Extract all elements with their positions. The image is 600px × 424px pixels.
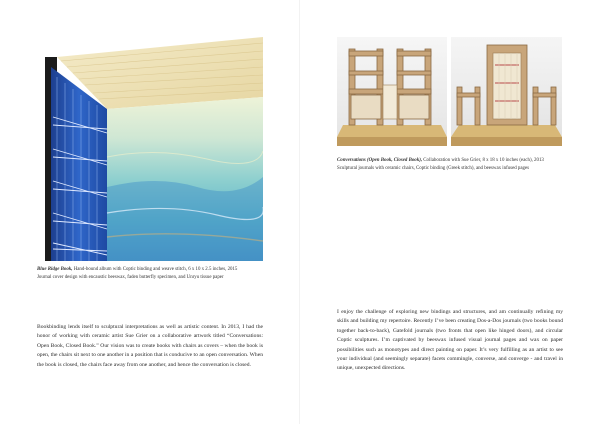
conversations-caption-title: Conversations (Open Book, Closed Book), xyxy=(337,158,423,163)
left-body-paragraph: Bookbinding lends itself to sculptural interpretations as well as artistic content. In 2013, I had the honor of working with ceramic artist Sue Grier on a collaborative artwork titled “Conversations: Open Book, Closed Book.” Our vision was to create books with chairs as covers – when the book is open, the chairs sit next to one another in a position that is conducive to an open conversation. When the book is closed, the chairs face away from one another, and hence the conversation is closed. xyxy=(37,324,263,368)
blue-ridge-caption-line1: Hand-bound album with Coptic binding and weave stitch, 6 x 10 x 2.5 inches, 2015 xyxy=(72,267,238,272)
conversations-closed-book-photo xyxy=(451,37,562,146)
right-body-paragraph: I enjoy the challenge of exploring new bindings and structures, and am continually refining my skills and building my repertoire. Recently I’ve been creating Dos-a-Dos journals (two books bound together back-to-back), Gatefold journals (two fronts that open like hinged doors), and circular Coptic sculptures. I’m captivated by beeswax infused visual journal pages and wax on paper possibilities such as monotypes and direct painting on paper. It’s very fulfilling as an artist to see your individual (and seemingly separate) facets commingle, converse, and converge - and travel in unique, unexpected directions. xyxy=(337,309,563,372)
blue-ridge-caption-line2: Journal cover design with encaustic beeswax, faden butterfly specimen, and Unryu tissue paper xyxy=(37,274,224,280)
right-page xyxy=(300,0,600,424)
left-body-text xyxy=(37,323,263,370)
blue-ridge-caption xyxy=(37,266,263,282)
conversations-caption-line2: Sculptural journals with ceramic chairs, Coptic binding (Greek stitch), and beeswax infused pages xyxy=(337,165,530,171)
blue-ridge-book-photo xyxy=(37,37,263,261)
right-body-text xyxy=(337,308,563,374)
blue-ridge-caption-title: Blue Ridge Book, xyxy=(37,267,73,272)
conversations-caption-line1: Collaboration with Sue Grier, 8 x 18 x 10 inches (each), 2013 xyxy=(422,158,544,163)
conversations-caption xyxy=(337,157,563,173)
conversations-open-book-photo xyxy=(337,37,447,146)
